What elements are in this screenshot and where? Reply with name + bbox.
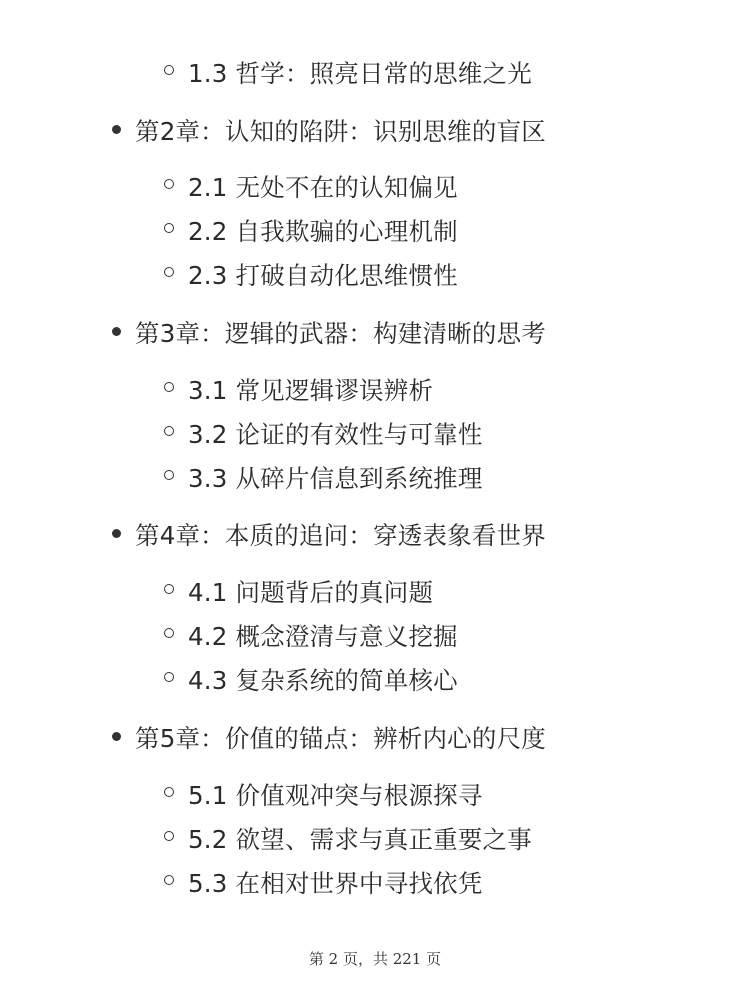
toc-section-label: 2.2 自我欺骗的心理机制 bbox=[188, 217, 458, 246]
toc-section-label: 2.3 打破自动化思维惯性 bbox=[188, 261, 458, 290]
filled-disc-bullet-icon bbox=[112, 327, 121, 336]
hollow-circle-bullet-icon bbox=[164, 787, 174, 797]
page-number-footer: 第 2 页，共 221 页 bbox=[308, 950, 442, 968]
hollow-circle-bullet-icon bbox=[164, 65, 174, 75]
toc-chapter-label: 第4章：本质的追问：穿透表象看世界 bbox=[135, 521, 546, 550]
hollow-circle-bullet-icon bbox=[164, 179, 174, 189]
toc-section-label: 3.3 从碎片信息到系统推理 bbox=[188, 464, 483, 493]
hollow-circle-bullet-icon bbox=[164, 584, 174, 594]
toc-section-label: 3.1 常见逻辑谬误辨析 bbox=[188, 376, 434, 405]
hollow-circle-bullet-icon bbox=[164, 831, 174, 841]
toc-section-label: 5.1 价值观冲突与根源探寻 bbox=[188, 781, 483, 810]
filled-disc-bullet-icon bbox=[112, 529, 121, 538]
hollow-circle-bullet-icon bbox=[164, 672, 174, 682]
toc-section-label: 5.2 欲望、需求与真正重要之事 bbox=[188, 825, 532, 854]
toc-section-label: 1.3 哲学：照亮日常的思维之光 bbox=[188, 59, 532, 88]
toc-section-label: 4.1 问题背后的真问题 bbox=[188, 578, 434, 607]
hollow-circle-bullet-icon bbox=[164, 267, 174, 277]
toc-chapter-label: 第3章：逻辑的武器：构建清晰的思考 bbox=[135, 319, 546, 348]
hollow-circle-bullet-icon bbox=[164, 426, 174, 436]
hollow-circle-bullet-icon bbox=[164, 382, 174, 392]
hollow-circle-bullet-icon bbox=[164, 223, 174, 233]
toc-chapter-label: 第5章：价值的锚点：辨析内心的尺度 bbox=[135, 724, 546, 753]
hollow-circle-bullet-icon bbox=[164, 470, 174, 480]
filled-disc-bullet-icon bbox=[112, 732, 121, 741]
toc-section-label: 4.3 复杂系统的简单核心 bbox=[188, 666, 458, 695]
hollow-circle-bullet-icon bbox=[164, 628, 174, 638]
toc-section-label: 2.1 无处不在的认知偏见 bbox=[188, 173, 458, 202]
toc-section-label: 5.3 在相对世界中寻找依凭 bbox=[188, 869, 483, 898]
toc-section-label: 4.2 概念澄清与意义挖掘 bbox=[188, 622, 458, 651]
hollow-circle-bullet-icon bbox=[164, 875, 174, 885]
toc-section-label: 3.2 论证的有效性与可靠性 bbox=[188, 420, 483, 449]
filled-disc-bullet-icon bbox=[112, 125, 121, 134]
toc-chapter-label: 第2章：认知的陷阱：识别思维的盲区 bbox=[135, 117, 546, 146]
